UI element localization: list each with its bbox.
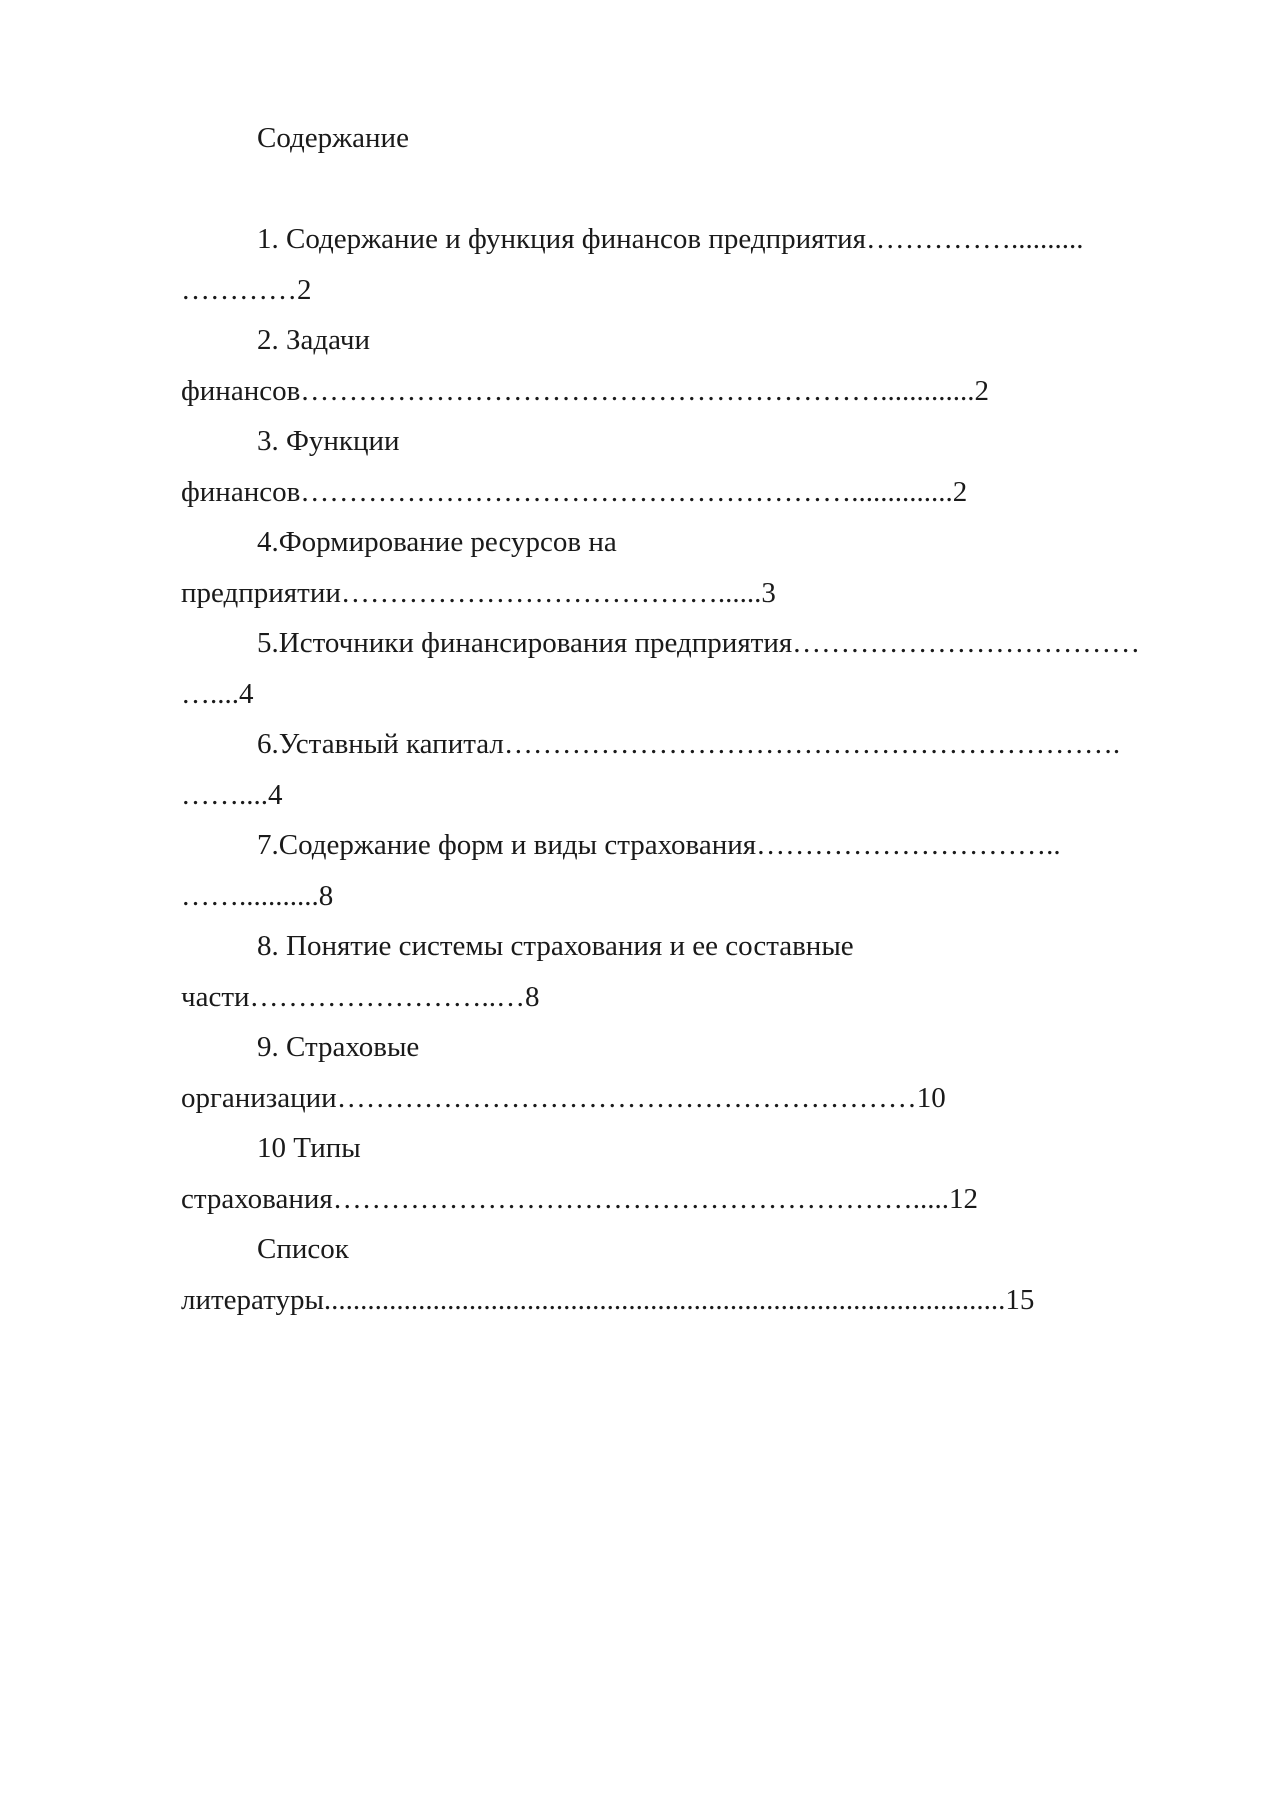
toc-entry-leader-page: ……....4 — [181, 778, 283, 811]
toc-entry-leader-page: …………2 — [181, 273, 312, 306]
toc-entry-title: 8. Понятие системы страхования и ее составные — [257, 930, 854, 962]
toc-entry — [181, 517, 1181, 618]
toc-entry-leader-page: литературы..............................................................................................15 — [181, 1283, 1035, 1316]
toc-entry-title: 4.Формирование ресурсов на — [257, 526, 617, 558]
toc-entry-title: 10 Типы — [257, 1132, 361, 1164]
toc-entry — [181, 315, 1181, 416]
toc-heading: Содержание — [257, 122, 409, 154]
toc-entry-title: Список — [257, 1233, 349, 1265]
toc-entry — [181, 416, 1181, 517]
toc-entry-leader-page: финансов…………………………………………………..............2 — [181, 475, 968, 508]
toc-entry — [181, 1022, 1181, 1123]
toc-entry-leader-page: ……...........8 — [181, 879, 334, 912]
toc-entry — [181, 921, 1181, 1022]
toc-entry-title: 9. Страховые — [257, 1031, 420, 1063]
toc-entry-title: 7.Содержание форм и виды страхования………………………….. — [257, 829, 1061, 861]
toc-entry-leader-page: предприятии…………………………………......3 — [181, 576, 776, 609]
toc-entry-leader-page: организации……………………………………………………10 — [181, 1081, 946, 1114]
document-content — [181, 113, 1181, 1325]
toc-entry-leader-page: части……………………..…8 — [181, 980, 540, 1013]
toc-entry — [181, 1224, 1181, 1325]
toc-entry — [181, 214, 1181, 315]
toc-entry-title: 1. Содержание и функция финансов предприятия…………….......... — [257, 223, 1084, 255]
toc-entry — [181, 618, 1181, 719]
toc-entry — [181, 1123, 1181, 1224]
toc-entry-title: 3. Функции — [257, 425, 400, 457]
toc-entry — [181, 820, 1181, 921]
toc-entry — [181, 719, 1181, 820]
toc-entry-leader-page: …....4 — [181, 677, 254, 710]
toc-entry-title: 2. Задачи — [257, 324, 370, 356]
toc-entry-title: 5.Источники финансирования предприятия……………………………… — [257, 627, 1141, 659]
blank-line — [181, 164, 1181, 215]
toc-entry-leader-page: страхования…………………………………………………….....12 — [181, 1182, 978, 1215]
toc-entry-leader-page: финансов…………………………………………………….............2 — [181, 374, 990, 407]
toc-entry-title: 6.Уставный капитал………………………………………………………. — [257, 728, 1121, 760]
